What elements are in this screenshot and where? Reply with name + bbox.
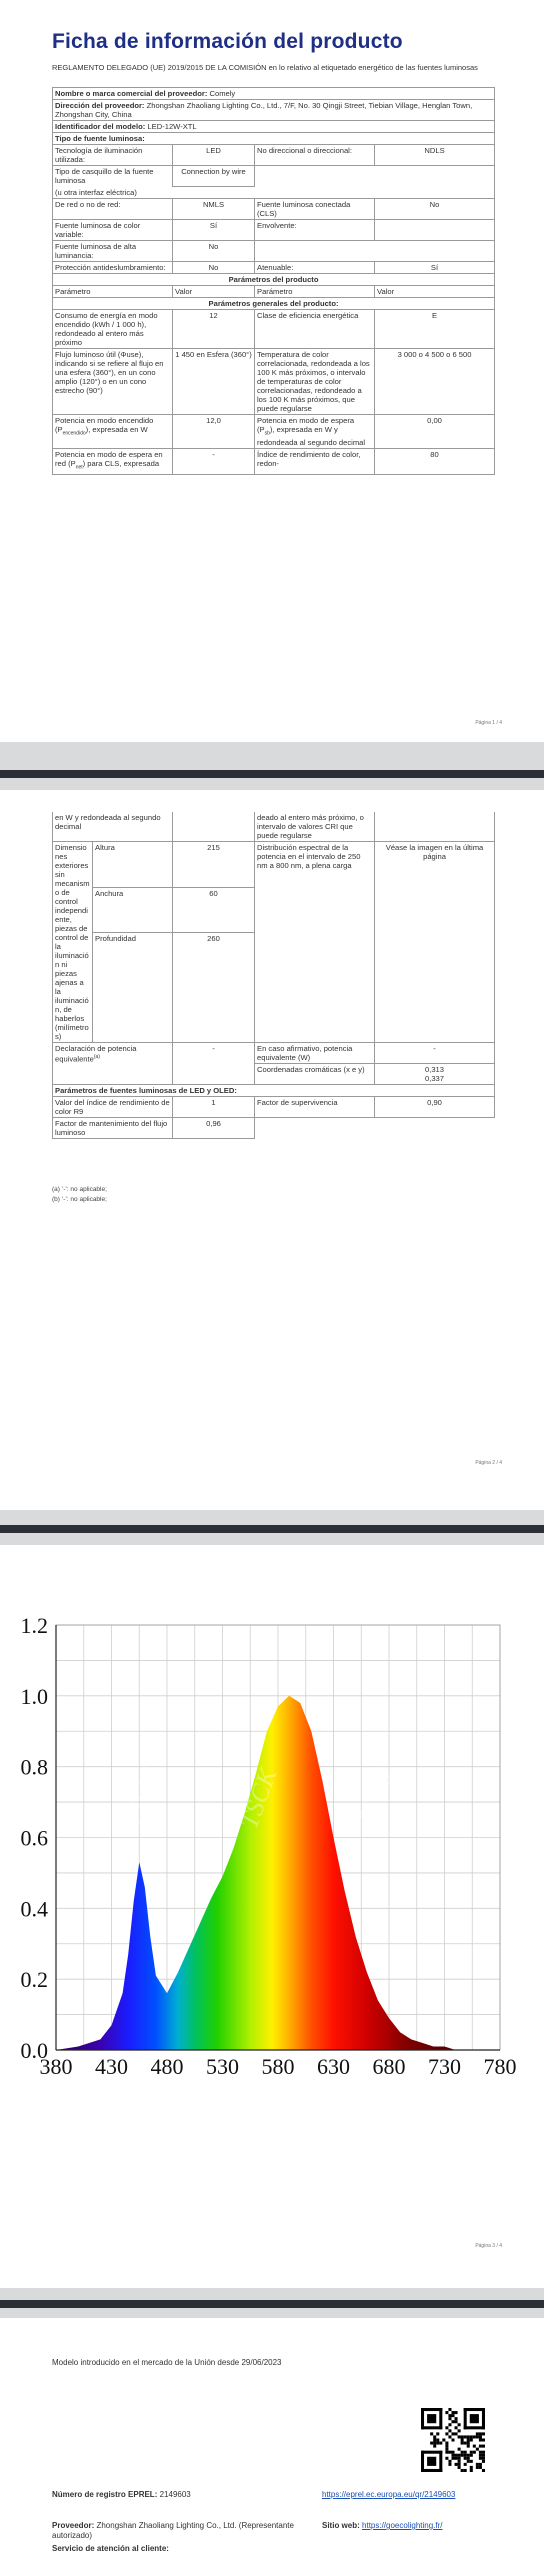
cls-label: Fuente luminosa conectada (CLS) <box>255 198 375 219</box>
equiv-yes-value: - <box>375 1043 495 1064</box>
chroma-value: 0,313 0,337 <box>375 1064 495 1085</box>
page-4 <box>0 2318 544 2560</box>
net-standby-value: - <box>173 449 255 475</box>
x-tick-label: 630 <box>317 2054 350 2079</box>
eprel-link[interactable]: https://eprel.ec.europa.eu/qr/2149603 <box>322 2490 456 2499</box>
cri-cont-label: deado al entero más próximo, o intervalo de valores CRI que puede regularse <box>255 812 375 842</box>
equiv-yes-label: En caso afirmativo, potencia equivalente (W) <box>255 1043 375 1064</box>
flux-value: 1 450 en Esfera (360°) <box>173 348 255 414</box>
width-value: 60 <box>173 887 255 933</box>
energy-label: Consumo de energía en modo encendido (kWh / 1 000 h), redondeado al entero más próximo <box>53 309 173 348</box>
product-info-table <box>52 87 495 475</box>
page-number: Página 2 / 4 <box>475 1460 502 1466</box>
x-tick-label: 380 <box>39 2054 73 2079</box>
equiv-power-label: Declaración de potencia equivalente$^{(a)}$ <box>53 1043 173 1085</box>
note-a: (a) ‘-’: no aplicable; <box>52 1186 107 1193</box>
chroma-label: Coordenadas cromáticas (x e y) <box>255 1064 375 1085</box>
cap-note: (u otra interfaz eléctrica) <box>53 186 495 198</box>
glare-value: No <box>173 261 255 273</box>
product-info-table-continued <box>52 812 495 1139</box>
led-params-header: Parámetros de fuentes luminosas de LED y OLED: <box>53 1085 495 1097</box>
model-identifier-row: Identificador del modelo: LED-12W-XTL <box>53 121 495 133</box>
cct-value: 3 000 o 4 500 o 6 500 <box>375 348 495 414</box>
watermark-text: TSCK <box>234 1764 283 1833</box>
source-type-header: Tipo de fuente luminosa: <box>53 133 495 145</box>
col-value-2: Valor <box>375 285 495 297</box>
on-power-value: 12,0 <box>173 414 255 449</box>
note-b: (b) ‘-’: no aplicable; <box>52 1196 107 1203</box>
glare-label: Protección antideslumbramiento: <box>53 261 173 273</box>
y-tick-label: 0.0 <box>20 2038 48 2063</box>
customer-service-label: Servicio de atención al cliente: <box>52 2544 169 2553</box>
y-tick-label: 0.6 <box>20 1825 48 1851</box>
y-tick-label: 0.8 <box>20 1754 48 1780</box>
cls-value: No <box>375 198 495 219</box>
maintenance-label: Factor de mantenimiento del flujo luminoso <box>53 1118 173 1139</box>
depth-value: 260 <box>173 933 255 1043</box>
standby-cont-label: en W y redondeada al segundo decimal <box>53 812 173 842</box>
y-tick-label: 0.4 <box>20 1896 48 1922</box>
watermark-text: TSCK <box>350 1764 400 1833</box>
mains-label: De red o no de red: <box>53 198 173 219</box>
document-title: Ficha de información del producto <box>52 30 403 53</box>
survival-value: 0,90 <box>375 1097 495 1118</box>
flux-label: Flujo luminoso útil (Φuse), indicando si se refiere al flujo en una esfera (360°), en un cono amplio (120°) o en un cono estrecho (90°) <box>53 348 173 414</box>
y-tick-label: 1.0 <box>20 1683 48 1709</box>
nondir-label: No direccional o direccional: <box>255 145 375 166</box>
equiv-power-value: - <box>173 1043 255 1085</box>
page-separator <box>0 1525 544 1533</box>
dimmable-label: Atenuable: <box>255 261 375 273</box>
general-params-header: Parámetros generales del producto: <box>53 297 495 309</box>
x-tick-label: 480 <box>150 2054 184 2079</box>
page-number: Página 3 / 4 <box>475 2243 502 2249</box>
x-tick-label: 780 <box>483 2054 517 2079</box>
spectral-power-chart <box>0 1545 544 2288</box>
x-tick-label: 680 <box>372 2054 406 2079</box>
dimensions-label: Dimensiones exteriores sin mecanismo de control independiente, piezas de control de la iluminación ni piezas ajenas a la iluminación, de haberlos (milímetros) <box>53 842 93 1043</box>
col-param-2: Parámetro <box>255 285 375 297</box>
x-tick-label: 430 <box>95 2054 128 2079</box>
website-link[interactable]: https://goecolighting.fr/ <box>362 2521 443 2530</box>
net-standby-label: Potencia en modo de espera en red $(P_{net})$ para CLS, expresada <box>53 449 173 475</box>
eprel-qr-code[interactable] <box>421 2408 485 2472</box>
col-param-1: Parámetro <box>53 285 173 297</box>
regulation-text: REGLAMENTO DELEGADO (UE) 2019/2015 DE LA COMISIÓN en lo relativo al etiquetado energético de las fuentes luminosas <box>52 63 478 72</box>
eff-class-value: E <box>375 309 495 348</box>
cri-label: Índice de rendimiento de color, redon- <box>255 449 375 475</box>
envelope-value <box>375 219 495 240</box>
dimmable-value: Sí <box>375 261 495 273</box>
x-tick-label: 580 <box>261 2054 295 2079</box>
page-3 <box>0 1545 544 2288</box>
height-value: 215 <box>173 842 255 888</box>
high-luminance-value: No <box>173 240 255 261</box>
cri-value: 80 <box>375 449 495 475</box>
width-label: Anchura <box>93 887 173 933</box>
watermark-text: TSCK <box>117 1764 167 1833</box>
x-tick-label: 730 <box>428 2054 461 2079</box>
eff-class-label: Clase de eficiencia energética <box>255 309 375 348</box>
energy-value: 12 <box>173 309 255 348</box>
maintenance-value: 0,96 <box>173 1118 255 1139</box>
depth-label: Profundidad <box>93 933 173 1043</box>
r9-label: Valor del índice de rendimiento de color R9 <box>53 1097 173 1118</box>
cct-label: Temperatura de color correlacionada, redondeada a los 100 K más próximos, o intervalo de temperaturas de color correlacionadas, redondeado a los 100 K más próximos, que puede regularse <box>255 348 375 414</box>
page-separator <box>0 770 544 778</box>
supplier-name-row: Nombre o marca comercial del proveedor: Comely <box>53 88 495 100</box>
survival-label: Factor de supervivencia <box>255 1097 375 1118</box>
page-2 <box>0 790 544 1510</box>
colour-value: Sí <box>173 219 255 240</box>
mains-value: NMLS <box>173 198 255 219</box>
spd-label: Distribución espectral de la potencia en el intervalo de 250 nm a 800 nm, a plena carga <box>255 842 375 1043</box>
on-power-label: Potencia en modo encendido $(P_{encendido})$, expresada en W <box>53 414 173 449</box>
page-1 <box>0 0 544 742</box>
supplier-line: Proveedor: Zhongshan Zhaoliang Lighting Co., Ltd. (Representante autorizado) <box>52 2521 294 2540</box>
nondir-value: NDLS <box>375 145 495 166</box>
website-line: Sitio web: https://goecolighting.fr/ <box>322 2521 443 2530</box>
eprel-number: Número de registro EPREL: 2149603 <box>52 2490 191 2499</box>
standby-value: 0,00 <box>375 414 495 449</box>
envelope-label: Envolvente: <box>255 219 375 240</box>
high-luminance-label: Fuente luminosa de alta luminancia: <box>53 240 173 261</box>
cap-value: Connection by wire <box>173 166 255 187</box>
supplier-address-row: Dirección del proveedor: Zhongshan Zhaoliang Lighting Co., Ltd., 7/F, No. 30 Qingji Street, Tiebian Village, Henglan Town, Zhongshan City, China <box>53 100 495 121</box>
standby-label: Potencia en modo de espera $(P_{sb})$, expresada en W y redondeada al segundo decimal <box>255 414 375 449</box>
height-label: Altura <box>93 842 173 888</box>
spd-value: Véase la imagen en la última página <box>375 842 495 1043</box>
page-number: Página 1 / 4 <box>475 720 502 726</box>
cap-label: Tipo de casquillo de la fuente luminosa <box>53 166 173 187</box>
y-tick-label: 0.2 <box>20 1967 48 1993</box>
y-tick-label: 1.2 <box>20 1613 48 1638</box>
col-value-1: Valor <box>173 285 255 297</box>
r9-value: 1 <box>173 1097 255 1118</box>
product-params-header: Parámetros del producto <box>53 273 495 285</box>
tech-value: LED <box>173 145 255 166</box>
colour-label: Fuente luminosa de color variable: <box>53 219 173 240</box>
market-date: Modelo introducido en el mercado de la Unión desde 29/06/2023 <box>52 2358 282 2367</box>
x-tick-label: 530 <box>206 2054 239 2079</box>
page-separator <box>0 2300 544 2308</box>
tech-label: Tecnología de iluminación utilizada: <box>53 145 173 166</box>
